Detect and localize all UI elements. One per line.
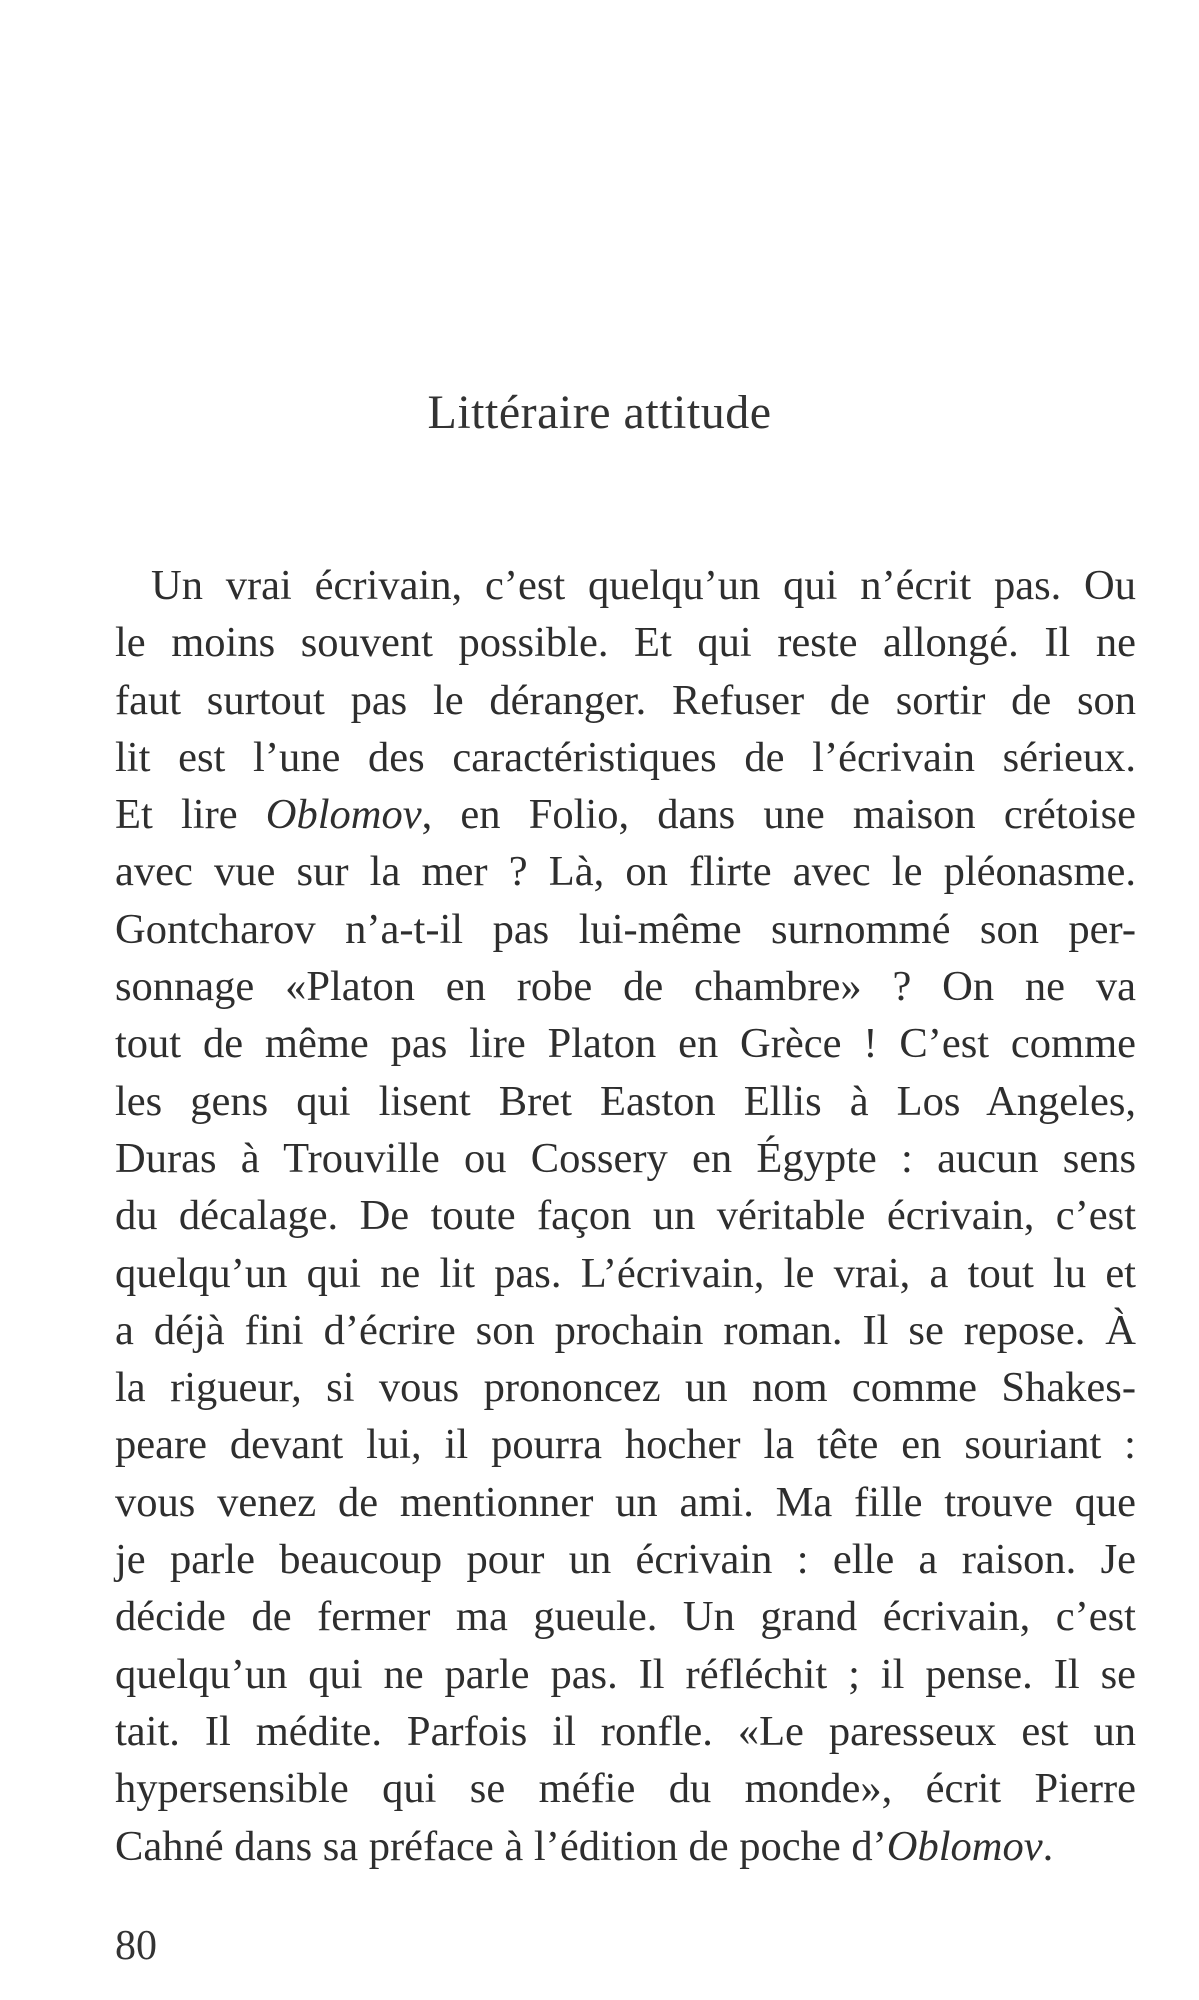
text-line: tait. Il médite. Parfois il ronfle. «Le paresseux est un: [115, 1707, 1136, 1755]
text-line: tout de même pas lire Platon en Grèce ! C’est comme: [115, 1020, 1136, 1068]
text-line: décide de fermer ma gueule. Un grand écrivain, c’est: [115, 1593, 1136, 1641]
text-line: faut surtout pas le déranger. Refuser de sortir de son: [115, 676, 1136, 724]
text-line: je parle beaucoup pour un écrivain : elle a raison. Je: [115, 1536, 1136, 1584]
text-line: du décalage. De toute façon un véritable écrivain, c’est: [115, 1192, 1136, 1240]
text-line: a déjà fini d’écrire son prochain roman. Il se repose. À: [115, 1306, 1136, 1354]
text-line: hypersensible qui se méfie du monde», écrit Pierre: [115, 1765, 1136, 1813]
body-paragraph: [115, 557, 1136, 1875]
page-number: 80: [115, 1923, 157, 1969]
text-line: la rigueur, si vous prononcez un nom comme Shakes-: [115, 1364, 1136, 1412]
text-line: sonnage «Platon en robe de chambre» ? On ne va: [115, 963, 1136, 1011]
text-line: quelqu’un qui ne parle pas. Il réfléchit ; il pense. Il se: [115, 1650, 1136, 1698]
text-line: Cahné dans sa préface à l’édition de poche d’Oblomov.: [115, 1822, 1054, 1870]
chapter-title: Littéraire attitude: [427, 386, 772, 439]
text-line: les gens qui lisent Bret Easton Ellis à Los Angeles,: [115, 1077, 1136, 1125]
text-line: vous venez de mentionner un ami. Ma fille trouve que: [115, 1478, 1136, 1526]
text-line: lit est l’une des caractéristiques de l’écrivain sérieux.: [115, 733, 1136, 781]
text-line: peare devant lui, il pourra hocher la tête en souriant :: [115, 1421, 1136, 1469]
text-line: Un vrai écrivain, c’est quelqu’un qui n’écrit pas. Ou: [151, 562, 1136, 609]
text-line: avec vue sur la mer ? Là, on flirte avec le pléonasme.: [115, 848, 1136, 896]
text-line: Gontcharov n’a-t-il pas lui-même surnommé son per-: [115, 905, 1136, 953]
text-line: Et lire Oblomov, en Folio, dans une maison crétoise: [115, 791, 1136, 839]
text-line: quelqu’un qui ne lit pas. L’écrivain, le vrai, a tout lu et: [115, 1249, 1136, 1297]
book-title-italic: Oblomov: [886, 1822, 1043, 1870]
book-title-italic: Oblomov: [265, 791, 422, 839]
text-line: Duras à Trouville ou Cossery en Égypte : aucun sens: [115, 1134, 1136, 1182]
text-line: le moins souvent possible. Et qui reste allongé. Il ne: [115, 619, 1136, 667]
